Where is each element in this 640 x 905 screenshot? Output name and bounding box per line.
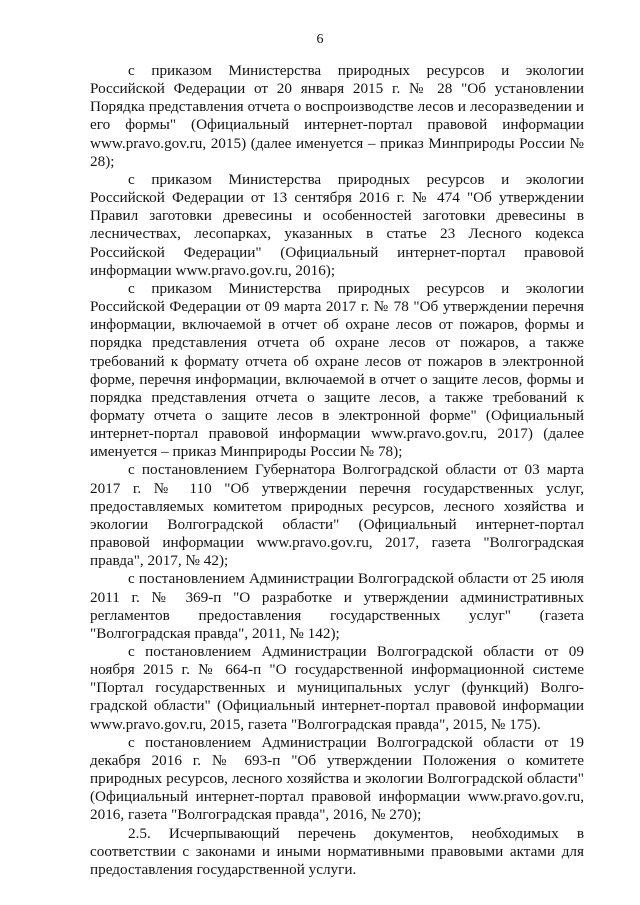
paragraph-resolution-664: с постановлением Администрации Волгоградской области от 09 ноября 2015 г. № 664-п "О государственной информационной системе "Портал государственных и муниципальных услуг (функций) Волго-градской области" (Официальный интернет-портал правовой информации www.pravo.gov.ru, 2015, газета "Волгоградская правда", 2015, № 175). bbox=[90, 643, 584, 733]
paragraph-governor-resolution-110: с постановлением Губернатора Волгоградской области от 03 марта 2017 г. № 110 "Об утверждении перечня государственных услуг, предоставляемых комитетом природных ресурсов, лесного хозяйства и экологии Волгоградской области" (Официальный интернет-портал правовой информации www.pravo.gov.ru, 2017, газета "Волгоградская правда", 2017, № 42); bbox=[90, 461, 584, 570]
paragraph-resolution-693: с постановлением Администрации Волгоградской области от 19 декабря 2016 г. № 693-п "Об утверждении Положения о комитете природных ресурсов, лесного хозяйства и экологии Волгоградской области" (Официальный интернет-портал правовой информации www.pravo.gov.ru, 2016, газета "Волгоградская правда", 2016, № 270); bbox=[90, 733, 584, 824]
paragraph-order-28: с приказом Министерства природных ресурсов и экологии Российской Федерации от 20 января 2015 г. № 28 "Об установлении Порядка представления отчета о воспроизводстве лесов и лесоразведении и его формы" (Официальный интернет-портал правовой информации www.pravo.gov.ru, 2015) (далее именуется – приказ Минприроды России № 28); bbox=[90, 62, 584, 170]
document-body bbox=[90, 62, 584, 879]
page-number: 6 bbox=[316, 32, 324, 47]
paragraph-order-78: с приказом Министерства природных ресурсов и экологии Российской Федерации от 09 марта 2017 г. № 78 "Об утверждении перечня информации, включаемой в отчет об охране лесов от пожаров, формы и порядка представления отчета об охране лесов от пожаров, а также требований к формату отчета об охране лесов от пожаров в электронной форме, перечня информации, включаемой в отчет о защите лесов, формы и порядка представления отчета о защите лесов, а также требований к формату отчета о защите лесов в электронной форме" (Официальный интернет-портал правовой информации www.pravo.gov.ru, 2017) (далее именуется – приказ Минприроды России № 78); bbox=[90, 279, 584, 461]
paragraph-section-2-5: 2.5. Исчерпывающий перечень документов, необходимых в соответствии с законами и иными нормативными правовыми актами для предоставления государственной услуги. bbox=[90, 824, 584, 878]
paragraph-resolution-369: с постановлением Администрации Волгоградской области от 25 июля 2011 г. № 369-п "О разработке и утверждении административных регламентов предоставления государственных услуг" (газета "Волгоградская правда", 2011, № 142); bbox=[90, 570, 584, 642]
paragraph-order-474: с приказом Министерства природных ресурсов и экологии Российской Федерации от 13 сентября 2016 г. № 474 "Об утверждении Правил заготовки древесины и особенностей заготовки древесины в лесничествах, лесопарках, указанных в статье 23 Лесного кодекса Российской Федерации" (Официальный интернет-портал правовой информации www.pravo.gov.ru, 2016); bbox=[90, 170, 584, 279]
